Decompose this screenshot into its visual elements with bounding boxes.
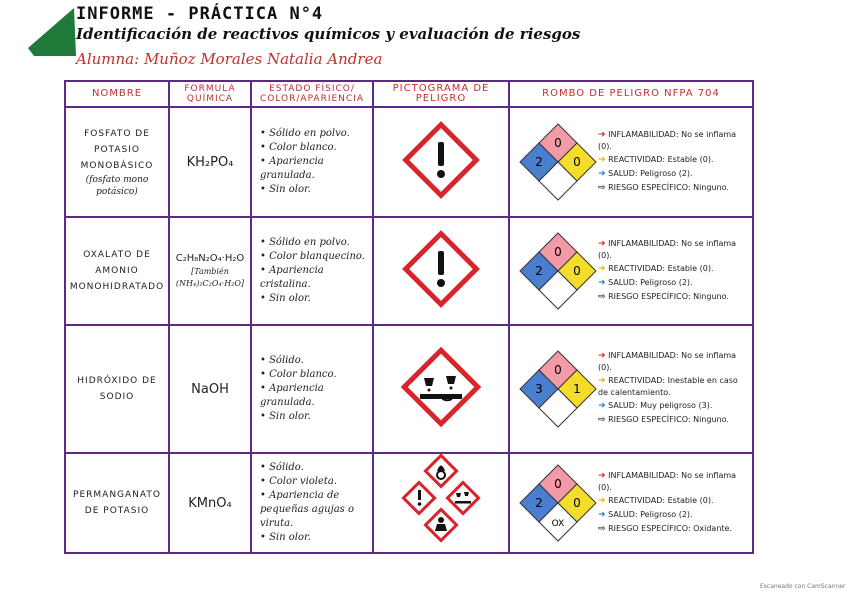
risk-special: RIESGO ESPECÍFICO: Ninguno. — [608, 415, 729, 424]
nfpa-reactivity-value: 1 — [573, 382, 581, 396]
scanner-watermark: Escaneado con CamScanner — [760, 583, 846, 590]
row-pictogram-cell — [373, 107, 509, 217]
ghs-multiple-pictograms-icon — [393, 454, 489, 548]
nfpa-fire-value: 0 — [554, 363, 562, 377]
row-props-cell — [251, 453, 373, 553]
white-arrow-icon: ⇨ — [598, 415, 606, 425]
risk-fire: INFLAMABILIDAD: No se inflama (0). — [598, 470, 737, 492]
property-item: • Color violeta. — [260, 475, 368, 489]
nfpa-reactivity-value: 0 — [573, 264, 581, 278]
reagent-name: HIDRÓXIDO DE SODIO — [77, 376, 157, 402]
property-item: • Sin olor. — [260, 183, 368, 197]
risk-reactivity: REACTIVIDAD: Estable (0). — [608, 154, 714, 164]
nfpa-diamond-icon — [518, 122, 598, 202]
reagent-alt-name: (fosfato mono potásico) — [85, 175, 149, 197]
table-row — [65, 107, 753, 217]
chemical-formula-alt: [También (NH₄)₂C₂O₄·H₂O] — [175, 267, 245, 288]
row-pictogram-cell — [373, 217, 509, 325]
table-row — [65, 325, 753, 453]
row-pictogram-cell — [373, 453, 509, 553]
red-arrow-icon: ➜ — [598, 470, 606, 481]
property-item: • Sin olor. — [260, 410, 368, 424]
property-item: • Apariencia granulada. — [260, 155, 368, 183]
property-item: • Apariencia cristalina. — [260, 264, 368, 292]
yellow-arrow-icon: ➜ — [598, 376, 606, 386]
risk-special: RIESGO ESPECÍFICO: Ninguno. — [608, 291, 729, 301]
risk-health: SALUD: Peligroso (2). — [608, 168, 693, 178]
property-item: • Sin olor. — [260, 531, 368, 545]
red-arrow-icon: ➜ — [598, 351, 606, 361]
page-title: INFORME - PRÁCTICA N°4 — [76, 4, 324, 24]
nfpa-diamond-icon — [518, 463, 598, 543]
ghs-health-hazard-icon — [425, 509, 456, 540]
header-state: ESTADO FÍSICO/ COLOR/APARIENCIA — [251, 81, 373, 107]
reagent-name: FOSFATO DE POTASIO MONOBÁSICO — [80, 129, 154, 171]
ghs-exclamation-icon — [399, 227, 483, 311]
blue-arrow-icon: ➜ — [598, 277, 606, 288]
nfpa-fire-value: 0 — [554, 477, 562, 491]
ghs-exclamation-icon — [403, 482, 434, 513]
property-item: • Sólido en polvo. — [260, 127, 368, 141]
row-formula-cell — [169, 217, 251, 325]
white-arrow-icon: ⇨ — [598, 291, 606, 302]
yellow-arrow-icon: ➜ — [598, 495, 606, 506]
row-pictogram-cell — [373, 325, 509, 453]
risk-fire: INFLAMABILIDAD: No se inflama (0). — [598, 238, 737, 260]
row-nfpa-cell — [509, 453, 753, 553]
row-formula-cell — [169, 107, 251, 217]
property-item: • Sólido. — [260, 461, 368, 475]
blue-arrow-icon: ➜ — [598, 401, 606, 411]
blue-arrow-icon: ➜ — [598, 509, 606, 520]
risk-special: RIESGO ESPECÍFICO: Ninguno. — [608, 182, 729, 192]
chemical-formula: KMnO₄ — [188, 495, 232, 511]
risk-reactivity: REACTIVIDAD: Estable (0). — [608, 495, 714, 505]
nfpa-health-value: 2 — [535, 264, 543, 278]
risk-health: SALUD: Muy peligroso (3). — [608, 401, 713, 410]
green-corner-mark — [0, 0, 80, 62]
row-nfpa-cell — [509, 325, 753, 453]
table-row — [65, 217, 753, 325]
nfpa-reactivity-value: 0 — [573, 155, 581, 169]
row-formula-cell — [169, 453, 251, 553]
chemical-formula: NaOH — [191, 381, 229, 397]
chemical-formula: KH₂PO₄ — [186, 154, 234, 170]
ghs-oxidizer-icon — [425, 455, 456, 486]
property-item: • Color blanquecino. — [260, 250, 368, 264]
yellow-arrow-icon: ➜ — [598, 154, 606, 165]
risk-fire: INFLAMABILIDAD: No se inflama (0). — [598, 129, 737, 151]
row-props-cell — [251, 217, 373, 325]
reagent-name: OXALATO DE AMONIO MONOHIDRATADO — [69, 250, 165, 292]
row-props-cell — [251, 107, 373, 217]
nfpa-reactivity-value: 0 — [573, 496, 581, 510]
nfpa-health-value: 2 — [535, 496, 543, 510]
property-item: • Sólido. — [260, 354, 368, 368]
risk-reactivity: REACTIVIDAD: Inestable en caso de calentamiento. — [598, 376, 738, 397]
nfpa-health-value: 3 — [535, 382, 543, 396]
ghs-corrosion-icon — [396, 342, 486, 432]
table-row — [65, 453, 753, 553]
property-item: • Sin olor. — [260, 292, 368, 306]
header-name: NOMBRE — [65, 81, 169, 107]
row-name-cell — [65, 325, 169, 453]
ghs-corrosion-icon — [447, 482, 478, 513]
red-arrow-icon: ➜ — [598, 238, 606, 249]
nfpa-special-value: OX — [551, 519, 565, 529]
page-subtitle: Identificación de reactivos químicos y evaluación de riesgos — [76, 25, 581, 43]
table-header-row — [65, 81, 753, 107]
nfpa-health-value: 2 — [535, 155, 543, 169]
property-item: • Color blanco. — [260, 368, 368, 382]
red-arrow-icon: ➜ — [598, 129, 606, 140]
nfpa-diamond-icon — [518, 349, 598, 429]
nfpa-fire-value: 0 — [554, 136, 562, 150]
student-name: Alumna: Muñoz Morales Natalia Andrea — [76, 50, 383, 68]
risk-health: SALUD: Peligroso (2). — [608, 509, 693, 519]
nfpa-diamond-icon — [518, 231, 598, 311]
white-arrow-icon: ⇨ — [598, 182, 606, 193]
white-arrow-icon: ⇨ — [598, 523, 606, 534]
risk-reactivity: REACTIVIDAD: Estable (0). — [608, 263, 714, 273]
yellow-arrow-icon: ➜ — [598, 263, 606, 274]
row-name-cell — [65, 453, 169, 553]
row-nfpa-cell — [509, 217, 753, 325]
nfpa-fire-value: 0 — [554, 245, 562, 259]
property-item: • Sólido en polvo. — [260, 236, 368, 250]
header-nfpa: ROMBO DE PELIGRO NFPA 704 — [509, 81, 753, 107]
property-item: • Apariencia granulada. — [260, 382, 368, 410]
ghs-exclamation-icon — [399, 118, 483, 202]
risk-special: RIESGO ESPECÍFICO: Oxidante. — [608, 523, 732, 533]
reagent-name: PERMANGANATO DE POTASIO — [73, 490, 161, 516]
row-formula-cell — [169, 325, 251, 453]
reagents-table — [64, 80, 754, 554]
row-nfpa-cell — [509, 107, 753, 217]
property-item: • Color blanco. — [260, 141, 368, 155]
blue-arrow-icon: ➜ — [598, 168, 606, 179]
row-name-cell — [65, 217, 169, 325]
chemical-formula: C₂H₈N₂O₄·H₂O — [175, 253, 245, 264]
header-pictogram: PICTOGRAMA DE PELIGRO — [373, 81, 509, 107]
row-props-cell — [251, 325, 373, 453]
row-name-cell — [65, 107, 169, 217]
property-item: • Apariencia de pequeñas agujas o viruta. — [260, 489, 368, 531]
risk-fire: INFLAMABILIDAD: No se inflama (0). — [598, 351, 737, 372]
risk-health: SALUD: Peligroso (2). — [608, 277, 693, 287]
header-formula: FORMULA QUÍMICA — [169, 81, 251, 107]
